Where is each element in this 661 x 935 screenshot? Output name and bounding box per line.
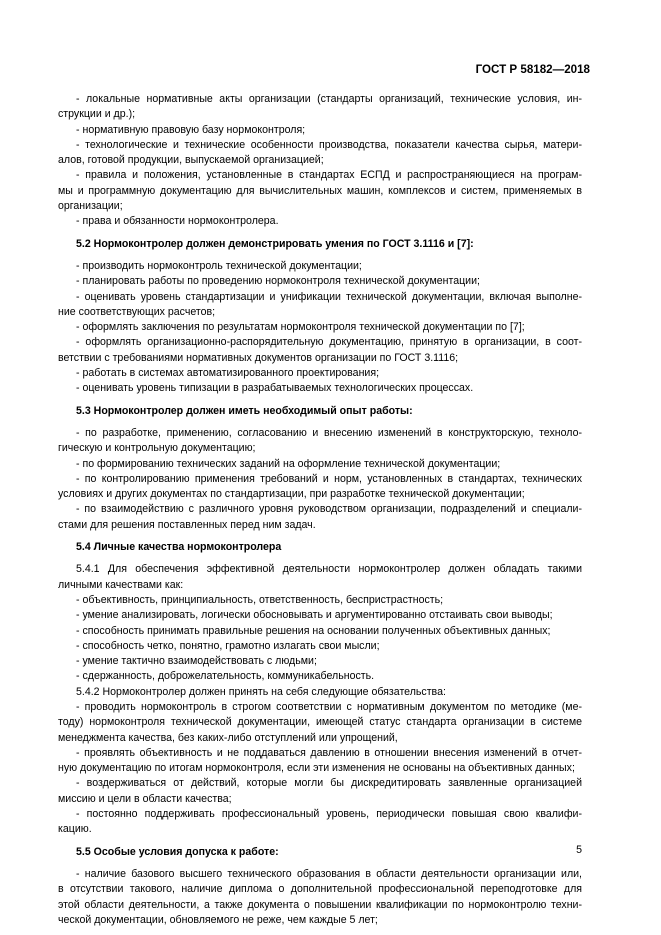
list-item — [58, 92, 582, 123]
list-item — [58, 593, 582, 608]
section-5-4-2-list — [58, 700, 582, 838]
text-line: - оценивать уровень типизации в разрабатываемых технологических процессах. — [76, 382, 474, 395]
section-5-2-heading: 5.2 Нормоконтролер должен демонстрировать умения по ГОСТ 3.1116 и [7]: — [76, 237, 474, 250]
paragraph — [58, 685, 582, 700]
text-line: ческой документации, обновляемого не реже, чем каждые 5 лет; — [58, 913, 378, 926]
text-line: мы и программную документацию для вычислительных машин, комплексов и систем, применяемых в — [58, 184, 582, 197]
text-line: условиях и других документах по стандартизации, при разработке технической документации; — [58, 488, 525, 501]
text-line: гическую и контрольную документацию; — [58, 442, 256, 455]
text-line: ветствии с требованиями нормативных документов организации по ГОСТ 3.1116; — [58, 351, 459, 364]
text-line: - оценивать уровень стандартизации и унификации технической документации, включая выполне- — [76, 290, 582, 303]
list-item — [58, 381, 582, 396]
text-line: - постоянно поддерживать профессиональный уровень, периодически повышая свою квалифи- — [76, 808, 582, 821]
list-item — [58, 457, 582, 472]
text-line: - способность принимать правильные решения на основании полученных объективных данных; — [76, 624, 551, 637]
section-5-4-heading: 5.4 Личные качества нормоконтролера — [76, 541, 282, 554]
text-line: - умение тактично взаимодействовать с людьми; — [76, 655, 317, 668]
text-line: - нормативную правовую базу нормоконтроля; — [76, 123, 306, 136]
page-number: 5 — [576, 844, 582, 856]
list-item — [58, 807, 582, 838]
text-line: - по контролированию применения требований и норм, установленных в стандартах, технических — [76, 472, 582, 485]
section-5-2-list — [58, 259, 582, 397]
list-item — [58, 335, 582, 366]
text-line: - работать в системах автоматизированного проектирования; — [76, 367, 380, 380]
section-5-4-2-paragraph — [58, 685, 582, 700]
list-item — [58, 320, 582, 335]
paragraph — [58, 562, 582, 593]
text-line: в отсутствии такового, наличие диплома о дополнительной профессиональной переподготовке для — [58, 883, 582, 896]
list-item — [58, 274, 582, 289]
text-line: миссию и цели в области качества; — [58, 792, 232, 805]
text-line: 5.4.2 Нормоконтролер должен принять на себя следующие обязательства: — [76, 685, 446, 698]
text-line: - локальные нормативные акты организации (стандарты организаций, технические условия, ин- — [76, 93, 582, 105]
list-item — [58, 776, 582, 807]
text-line: алов, готовой продукции, выпускаемой организацией; — [58, 154, 324, 167]
list-item — [58, 624, 582, 639]
section-5-5-list — [58, 867, 582, 928]
text-line: струкции и др.); — [58, 108, 136, 121]
list-item — [58, 746, 582, 777]
list-item — [58, 669, 582, 684]
list-item — [58, 214, 582, 229]
text-line: этой области деятельности, а также документа о повышении квалификации по нормоконтролю техни- — [58, 898, 582, 911]
text-line: 5.4.1 Для обеспечения эффективной деятельности нормоконтролер должен обладать такими — [76, 563, 582, 576]
section-5-4-1-paragraph — [58, 562, 582, 593]
text-line: - сдержанность, доброжелательность, коммуникабельность. — [76, 670, 375, 683]
text-line: организации; — [58, 200, 123, 213]
text-line: - воздерживаться от действий, которые могли бы дискредитировать заявленные организацией — [76, 777, 582, 790]
text-line: - по формированию технических заданий на оформление технической документации; — [76, 457, 501, 470]
list-item — [58, 654, 582, 669]
section-5-5-heading: 5.5 Особые условия допуска к работе: — [76, 845, 279, 858]
text-line: личными качествами как: — [58, 578, 184, 591]
text-line: - технологические и технические особенности производства, показатели качества сырья, матери- — [76, 138, 582, 151]
text-line: - по разработке, применению, согласованию и внесению изменений в конструкторскую, техноло- — [76, 426, 582, 439]
list-item — [58, 290, 582, 321]
list-item — [58, 472, 582, 503]
text-line: - оформлять организационно-распорядительную документацию, принятую в организации, в соот- — [76, 336, 582, 349]
list-item — [58, 123, 582, 138]
list-item — [58, 366, 582, 381]
text-line: менеджмента качества, без каких-либо отступлений или упрощений, — [58, 731, 398, 744]
text-line: - проводить нормоконтроль в строгом соответствии с нормативным документом по методике (ме- — [76, 700, 582, 713]
section-5-3-list — [58, 426, 582, 533]
text-line: - способность четко, понятно, грамотно излагать свои мысли; — [76, 639, 380, 652]
text-line: - планировать работы по проведению нормоконтроля технической документации; — [76, 275, 480, 288]
section-5-3-heading: 5.3 Нормоконтролер должен иметь необходимый опыт работы: — [76, 404, 413, 417]
document-body — [58, 92, 582, 928]
list-item — [58, 867, 582, 928]
text-line: кацию. — [58, 823, 92, 836]
text-line: - правила и положения, установленные в стандартах ЕСПД и распространяющиеся на програм- — [76, 169, 582, 182]
text-line: - объективность, принципиальность, ответственность, беспристрастность; — [76, 593, 444, 606]
text-line: - проявлять объективность и не поддаваться давлению в отношении внесения изменений в отчет- — [76, 746, 582, 759]
text-line: - умение анализировать, логически обосновывать и аргументированно отстаивать свои выводы; — [76, 609, 553, 622]
intro-list — [58, 92, 582, 230]
list-item — [58, 608, 582, 623]
text-line: ние соответствующих расчетов; — [58, 305, 216, 318]
document-header: ГОСТ Р 58182—2018 — [475, 63, 590, 76]
list-item — [58, 700, 582, 746]
text-line: - оформлять заключения по результатам нормоконтроля технической документации по [7]; — [76, 321, 525, 334]
text-line: - по взаимодействию с различного уровня руководством организации, подразделений и специали- — [76, 503, 582, 516]
text-line: - производить нормоконтроль технической документации; — [76, 259, 362, 272]
text-line: тоду) нормоконтроля технической документации, имеющей статус стандарта организации в системе — [58, 716, 582, 729]
text-line: - права и обязанности нормоконтролера. — [76, 215, 279, 228]
list-item — [58, 639, 582, 654]
list-item — [58, 502, 582, 533]
text-line: - наличие базового высшего технического образования в области деятельности организации или, — [76, 867, 582, 880]
list-item — [58, 168, 582, 214]
section-5-4-1-list — [58, 593, 582, 685]
list-item — [58, 138, 582, 169]
text-line: стами для решения поставленных перед ним задач. — [58, 518, 316, 531]
text-line: ную документацию по итогам нормоконтроля, если эти изменения не основаны на объективных данных; — [58, 762, 575, 775]
list-item — [58, 259, 582, 274]
list-item — [58, 426, 582, 457]
